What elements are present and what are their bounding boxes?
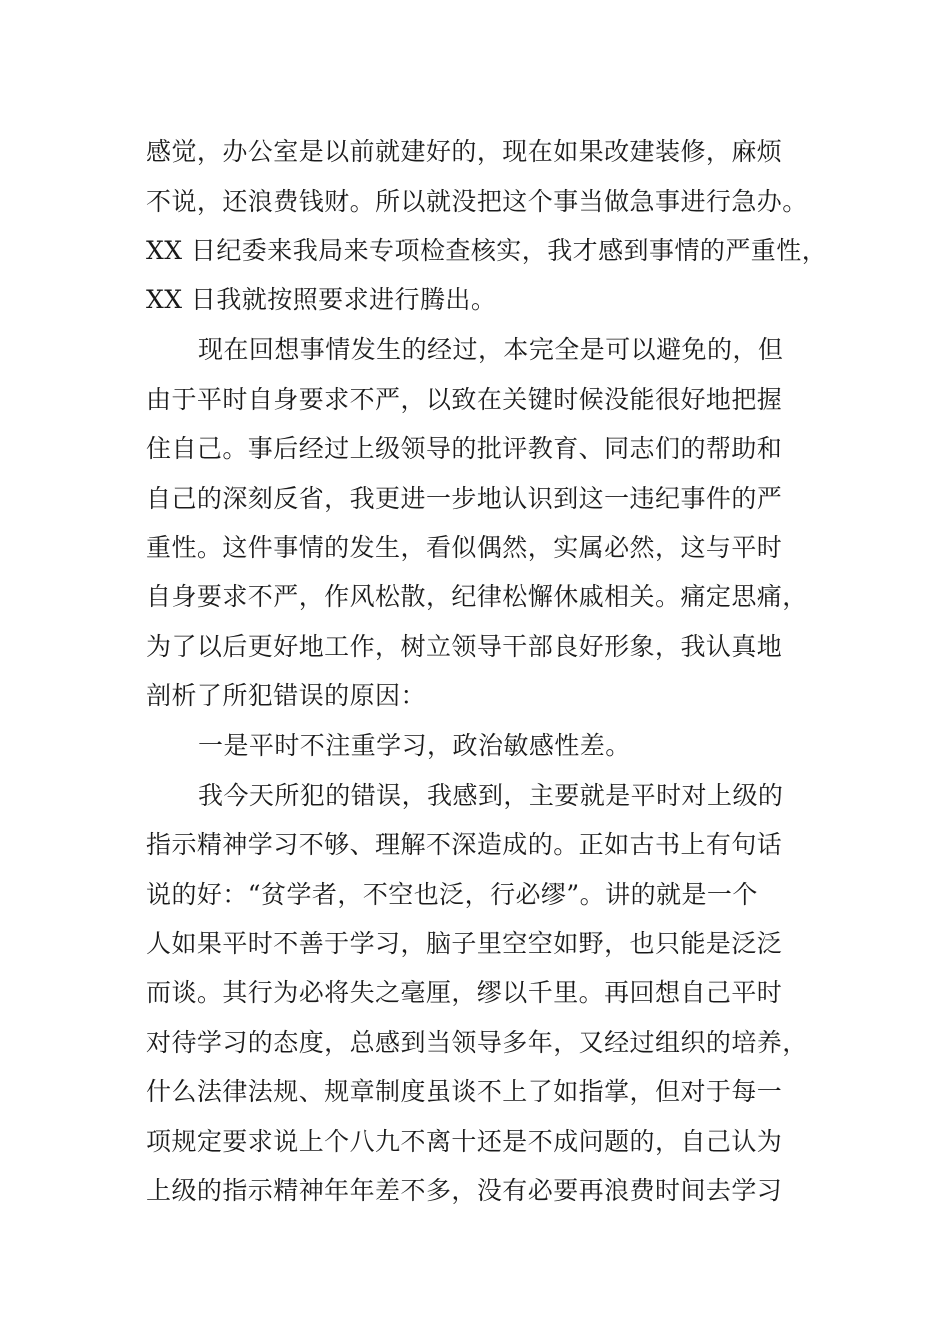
- text-line-17: 人如果平时不善于学习，脑子里空空如野，也只能是泛泛: [146, 929, 783, 958]
- text-line-16: 说的好：“贫学者，不空也泛，行必缪”。讲的就是一个: [146, 880, 758, 909]
- text-line-3: XX 日纪委来我局来专项检查核实，我才感到事情的严重性，: [146, 236, 828, 265]
- text-line-11: 为了以后更好地工作，树立领导干部良好形象，我认真地: [146, 632, 783, 661]
- text-line-12: 剖析了所犯错误的原因：: [146, 681, 426, 710]
- text-line-1: 感觉，办公室是以前就建好的，现在如果改建装修，麻烦: [146, 137, 783, 166]
- text-line-8: 自己的深刻反省，我更进一步地认识到这一违纪事件的严: [146, 484, 783, 513]
- text-line-4: XX 日我就按照要求进行腾出。: [146, 285, 497, 314]
- text-line-5: 现在回想事情发生的经过，本完全是可以避免的，但: [198, 335, 784, 364]
- text-line-20: 什么法律法规、规章制度虽谈不上了如指掌，但对于每一: [146, 1077, 783, 1106]
- text-line-10: 自身要求不严，作风松散，纪律松懈休戚相关。痛定思痛，: [146, 582, 808, 611]
- text-line-15: 指示精神学习不够、理解不深造成的。正如古书上有句话: [146, 830, 783, 859]
- text-line-14: 我今天所犯的错误，我感到，主要就是平时对上级的: [198, 781, 784, 810]
- text-line-7: 住自己。事后经过上级领导的批评教育、同志们的帮助和: [146, 434, 783, 463]
- text-line-18: 而谈。其行为必将失之毫厘，缪以千里。再回想自己平时: [146, 978, 783, 1007]
- text-line-19: 对待学习的态度，总感到当领导多年，又经过组织的培养，: [146, 1028, 808, 1057]
- text-line-13: 一是平时不注重学习，政治敏感性差。: [198, 731, 631, 760]
- text-line-6: 由于平时自身要求不严，以致在关键时候没能很好地把握: [146, 385, 783, 414]
- text-line-9: 重性。这件事情的发生，看似偶然，实属必然，这与平时: [146, 533, 783, 562]
- text-line-21: 项规定要求说上个八九不离十还是不成问题的，自己认为: [146, 1127, 783, 1156]
- text-line-2: 不说，还浪费钱财。所以就没把这个事当做急事进行急办。: [146, 187, 808, 216]
- text-line-22: 上级的指示精神年年差不多，没有必要再浪费时间去学习: [146, 1176, 783, 1205]
